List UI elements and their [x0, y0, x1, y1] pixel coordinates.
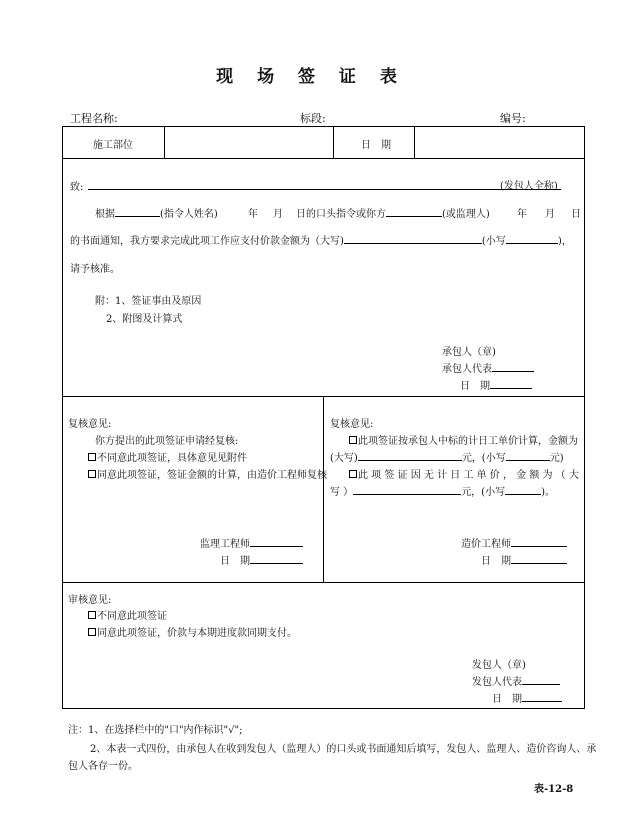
checkbox[interactable] — [88, 611, 96, 619]
contractor-seal: 承包人（章) — [442, 347, 496, 358]
amount-uppercase-field[interactable] — [344, 233, 482, 244]
checkbox[interactable] — [349, 436, 357, 444]
client-rep-field[interactable] — [522, 674, 560, 685]
divider — [62, 582, 585, 583]
instructor-name-field[interactable] — [115, 206, 160, 217]
checkbox[interactable] — [88, 453, 96, 461]
note-2: 2、本表一式四份，由承包人在收到发包人（监理人）的口头或书面通知后填写，发包人、监理人、造价咨询人、承 — [90, 744, 597, 755]
contractor-rep: 承包人代表 — [442, 360, 534, 375]
checkbox[interactable] — [349, 470, 357, 478]
year-label-2: 年 — [517, 209, 527, 220]
client-date: 日 期 — [492, 690, 562, 705]
section-label: 标段: — [300, 112, 326, 125]
divider — [333, 126, 334, 159]
supervisor-date: 日 期 — [220, 552, 303, 567]
cost-engineer-date-field[interactable] — [511, 553, 567, 564]
contractor-date: 日 期 — [460, 377, 532, 392]
divider — [62, 158, 585, 159]
note-1: 注：1、在选择栏中的"口"内作标识"√"; — [68, 725, 243, 736]
supervisor-date-field[interactable] — [250, 553, 303, 564]
client-name-field[interactable] — [88, 178, 561, 190]
client-seal: 发包人（章) — [472, 660, 526, 671]
contractor-date-field[interactable] — [490, 378, 532, 389]
client-date-field[interactable] — [522, 691, 562, 702]
client-rep: 发包人代表 — [472, 673, 560, 688]
attachment-1: 附：1、签证事由及原因 — [95, 296, 202, 307]
project-name-label: 工程名称: — [70, 112, 118, 125]
approval-request: 请予核准。 — [70, 264, 120, 275]
no-daywork-amount-lowercase[interactable] — [505, 484, 541, 495]
instruction-line-1b: 日的口头指令或你方 (或监理人) — [296, 205, 490, 220]
construction-location-label: 施工部位 — [93, 140, 133, 151]
number-label: 编号: — [500, 112, 526, 125]
to-label: 致: — [70, 182, 84, 193]
month-label-2: 月 — [545, 209, 555, 220]
supervisor-signature-field[interactable] — [250, 536, 303, 547]
review-right-option-2[interactable]: 此 项 签 证 因 无 计 日 工 单 价 ， 金 额 为 （ 大 — [349, 466, 579, 481]
divider — [414, 126, 415, 159]
review-left-intro: 你方提出的此项签证申请经复核: — [95, 436, 239, 447]
cost-engineer-signature-field[interactable] — [511, 536, 567, 547]
cost-engineer-date: 日 期 — [481, 552, 567, 567]
amount-lowercase-field[interactable] — [506, 233, 558, 244]
date-label: 日 期 — [361, 140, 391, 151]
approval-heading: 审核意见: — [68, 595, 112, 606]
month-label: 月 — [273, 209, 283, 220]
form-code: 表-12-8 — [534, 784, 574, 795]
page-title: 现 场 签 证 表 — [216, 67, 406, 87]
review-right-option-1[interactable]: 此项签证按承包人中标的计日工单价计算，金额为 — [349, 432, 578, 447]
checkbox[interactable] — [88, 628, 96, 636]
contractor-rep-field[interactable] — [492, 361, 534, 372]
attachment-2: 2、附图及计算式 — [106, 314, 183, 325]
approval-option-2[interactable]: 同意此项签证，价款与本期进度款同期支付。 — [88, 624, 297, 639]
no-daywork-amount-uppercase[interactable] — [353, 484, 461, 495]
supervisor-signature: 监理工程师 — [200, 535, 303, 550]
supervisor-field[interactable] — [386, 206, 442, 217]
year-label: 年 — [248, 209, 258, 220]
day-label-2: 日 — [571, 209, 581, 220]
review-right-heading: 复核意见: — [330, 419, 374, 430]
note-3: 包人各存一份。 — [68, 761, 138, 772]
review-right-option-1-amount: (大写) 元，(小写 元) — [330, 449, 564, 464]
divider — [323, 396, 324, 582]
divider — [164, 126, 165, 159]
approval-option-1[interactable]: 不同意此项签证 — [88, 607, 167, 622]
review-left-heading: 复核意见: — [68, 419, 112, 430]
review-left-option-1[interactable]: 不同意此项签证，具体意见见附件 — [88, 449, 247, 464]
review-right-option-2-amount: 写 ） 元，(小写 )。 — [330, 483, 555, 498]
instruction-line-2: 的书面通知，我方要求完成此项工作应支付价款金额为（大写) (小写 )， — [70, 232, 572, 247]
daywork-amount-uppercase[interactable] — [358, 450, 462, 461]
client-fullname-hint: (发包人全称) — [500, 181, 558, 192]
instruction-line-1: 根据 (指令人姓名) — [95, 205, 218, 220]
daywork-amount-lowercase[interactable] — [506, 450, 550, 461]
cost-engineer-signature: 造价工程师 — [461, 535, 567, 550]
checkbox[interactable] — [88, 470, 96, 478]
review-left-option-2[interactable]: 同意此项签证，签证金额的计算，由造价工程师复核 — [88, 466, 327, 481]
